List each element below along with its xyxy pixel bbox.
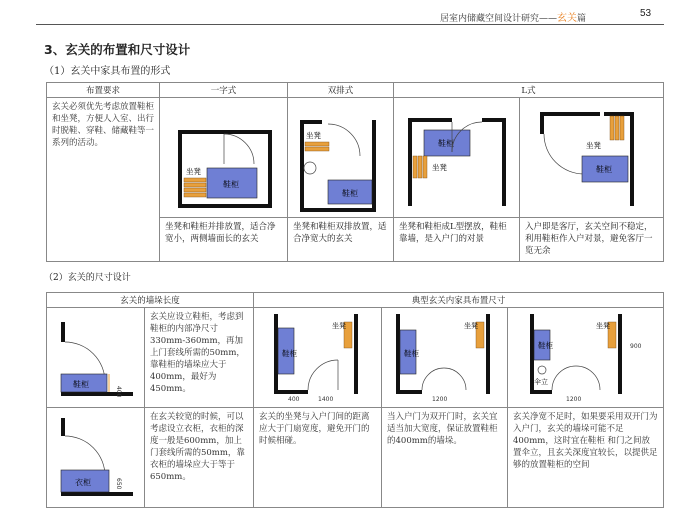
subsection-title-1: （1）玄关中家具布置的形式 (44, 66, 171, 77)
col-header-requirement: 布置要求 (47, 83, 160, 98)
dim-1200-a: 1200 (432, 396, 448, 403)
page-number: 53 (640, 8, 652, 19)
label-stool-t2: 坐凳 (464, 322, 478, 330)
plan-typical-2-svg (382, 308, 506, 404)
plan-l-shape-svg (394, 98, 518, 214)
subsection-title-2: （2）玄关的尺寸设计 (44, 273, 131, 283)
plan-cabinet-wall-svg (47, 308, 143, 404)
figure-typical-3 (507, 308, 663, 408)
plan-double-svg (288, 98, 392, 214)
dim-400-b: 400 (288, 396, 300, 403)
caption-typical-1: 玄关的坐凳与入户门间的距离应大于门扇宽度，避免开门的时候相碰。 (254, 408, 382, 508)
figure-typical-2 (382, 308, 508, 408)
plan-l-shape-2-svg (520, 98, 662, 214)
caption-l-shape: 坐凳和鞋柜成L型摆放，鞋柜靠墙，是入户门的对景 (394, 218, 520, 262)
col-header-typical-sizes: 典型玄关内家具布置尺寸 (254, 293, 664, 308)
figure-l-shape (394, 98, 520, 218)
figure-cabinet-wall (47, 308, 145, 408)
caption-typical-2: 当入户门为双开门时，玄关宜适当加大宽度，保证放置鞋柜的400mm的墙垛。 (382, 408, 508, 508)
section-title: 3、玄关的布置和尺寸设计 (44, 42, 191, 57)
dim-400-a: 400 (115, 386, 122, 398)
layout-forms-table (46, 82, 664, 262)
dim-1200-b: 1200 (565, 396, 582, 403)
header-title-prefix: 居室内储藏空间设计研究—— (440, 14, 558, 24)
figure-l-shape-2 (519, 98, 663, 218)
plan-typical-1-svg (254, 308, 380, 404)
size-design-table (46, 292, 664, 508)
label-stool-t3: 坐凳 (595, 322, 610, 330)
label-umbrella: 伞立 (533, 378, 548, 386)
figure-double (288, 98, 394, 218)
col-header-double: 双排式 (288, 83, 394, 98)
label-cabinet-l2: 鞋柜 (595, 165, 612, 174)
label-cabinet-t3: 鞋柜 (537, 341, 553, 350)
label-cabinet-t1: 鞋柜 (282, 349, 298, 358)
plan-typical-3-svg (508, 308, 662, 404)
label-stool: 坐凳 (186, 167, 202, 176)
col-header-straight: 一字式 (160, 83, 288, 98)
caption-l-shape-2: 入户即是客厅，玄关空间不稳定，利用鞋柜作入户对景，避免客厅一览无余 (519, 218, 663, 262)
running-header (440, 9, 586, 24)
label-cabinet-l: 鞋柜 (438, 139, 454, 148)
caption-double: 坐凳和鞋柜双排放置，适合净宽大的玄关 (288, 218, 394, 262)
figure-typical-1 (254, 308, 382, 408)
figure-straight (160, 98, 288, 218)
label-stool-l: 坐凳 (432, 163, 447, 172)
wall-text-wardrobe: 在玄关较宽的时候，可以考虑设立衣柜，衣柜的深度一般是600mm，加上门套线所需的50mm，靠衣柜的墙垛应大于等于650mm。 (144, 408, 253, 508)
figure-wardrobe-wall (47, 408, 145, 508)
header-title-suffix: 篇 (577, 14, 587, 24)
plan-straight-svg (160, 98, 286, 214)
dim-650: 650 (115, 478, 122, 490)
plan-wardrobe-wall-svg (47, 408, 143, 504)
col-header-wall-length: 玄关的墙垛长度 (47, 293, 254, 308)
label-wardrobe: 衣柜 (75, 478, 91, 487)
caption-typical-3: 玄关净宽不足时，如果要采用双开门为入户门，玄关的墙垛可能不足400mm，这时宜在鞋柜 和门之间放置伞立，且玄关深度宜较长，以提供足够的放置鞋柜的空间 (507, 408, 663, 508)
label-cabinet-t2: 鞋柜 (404, 349, 419, 358)
col-header-l-shape: L式 (394, 83, 664, 98)
label-cabinet-wall: 鞋柜 (73, 380, 89, 389)
header-rule (36, 24, 664, 25)
label-stool-double: 坐凳 (306, 131, 322, 140)
requirement-text: 玄关必须优先考虑放置鞋柜和坐凳，方便人入室、出行时脱鞋、穿鞋、储藏鞋等一系列的活动。 (47, 98, 160, 262)
label-cabinet-double: 鞋柜 (342, 189, 359, 198)
header-title-accent: 玄关 (557, 13, 578, 24)
wall-text-cabinet: 玄关应设立鞋柜，考虑到鞋柜的内部净尺寸330mm-360mm，再加上门套线所需的50mm，靠鞋柜的墙垛应大于400mm，最好为450mm。 (144, 308, 253, 408)
caption-straight: 坐凳和鞋柜并排放置，适合净宽小，两侧墙面长的玄关 (160, 218, 288, 262)
label-stool-t1: 坐凳 (332, 322, 347, 330)
label-stool-l2: 坐凳 (585, 141, 601, 150)
dim-1400: 1400 (318, 396, 334, 403)
label-cabinet: 鞋柜 (223, 180, 240, 189)
dim-900: 900 (629, 343, 642, 350)
